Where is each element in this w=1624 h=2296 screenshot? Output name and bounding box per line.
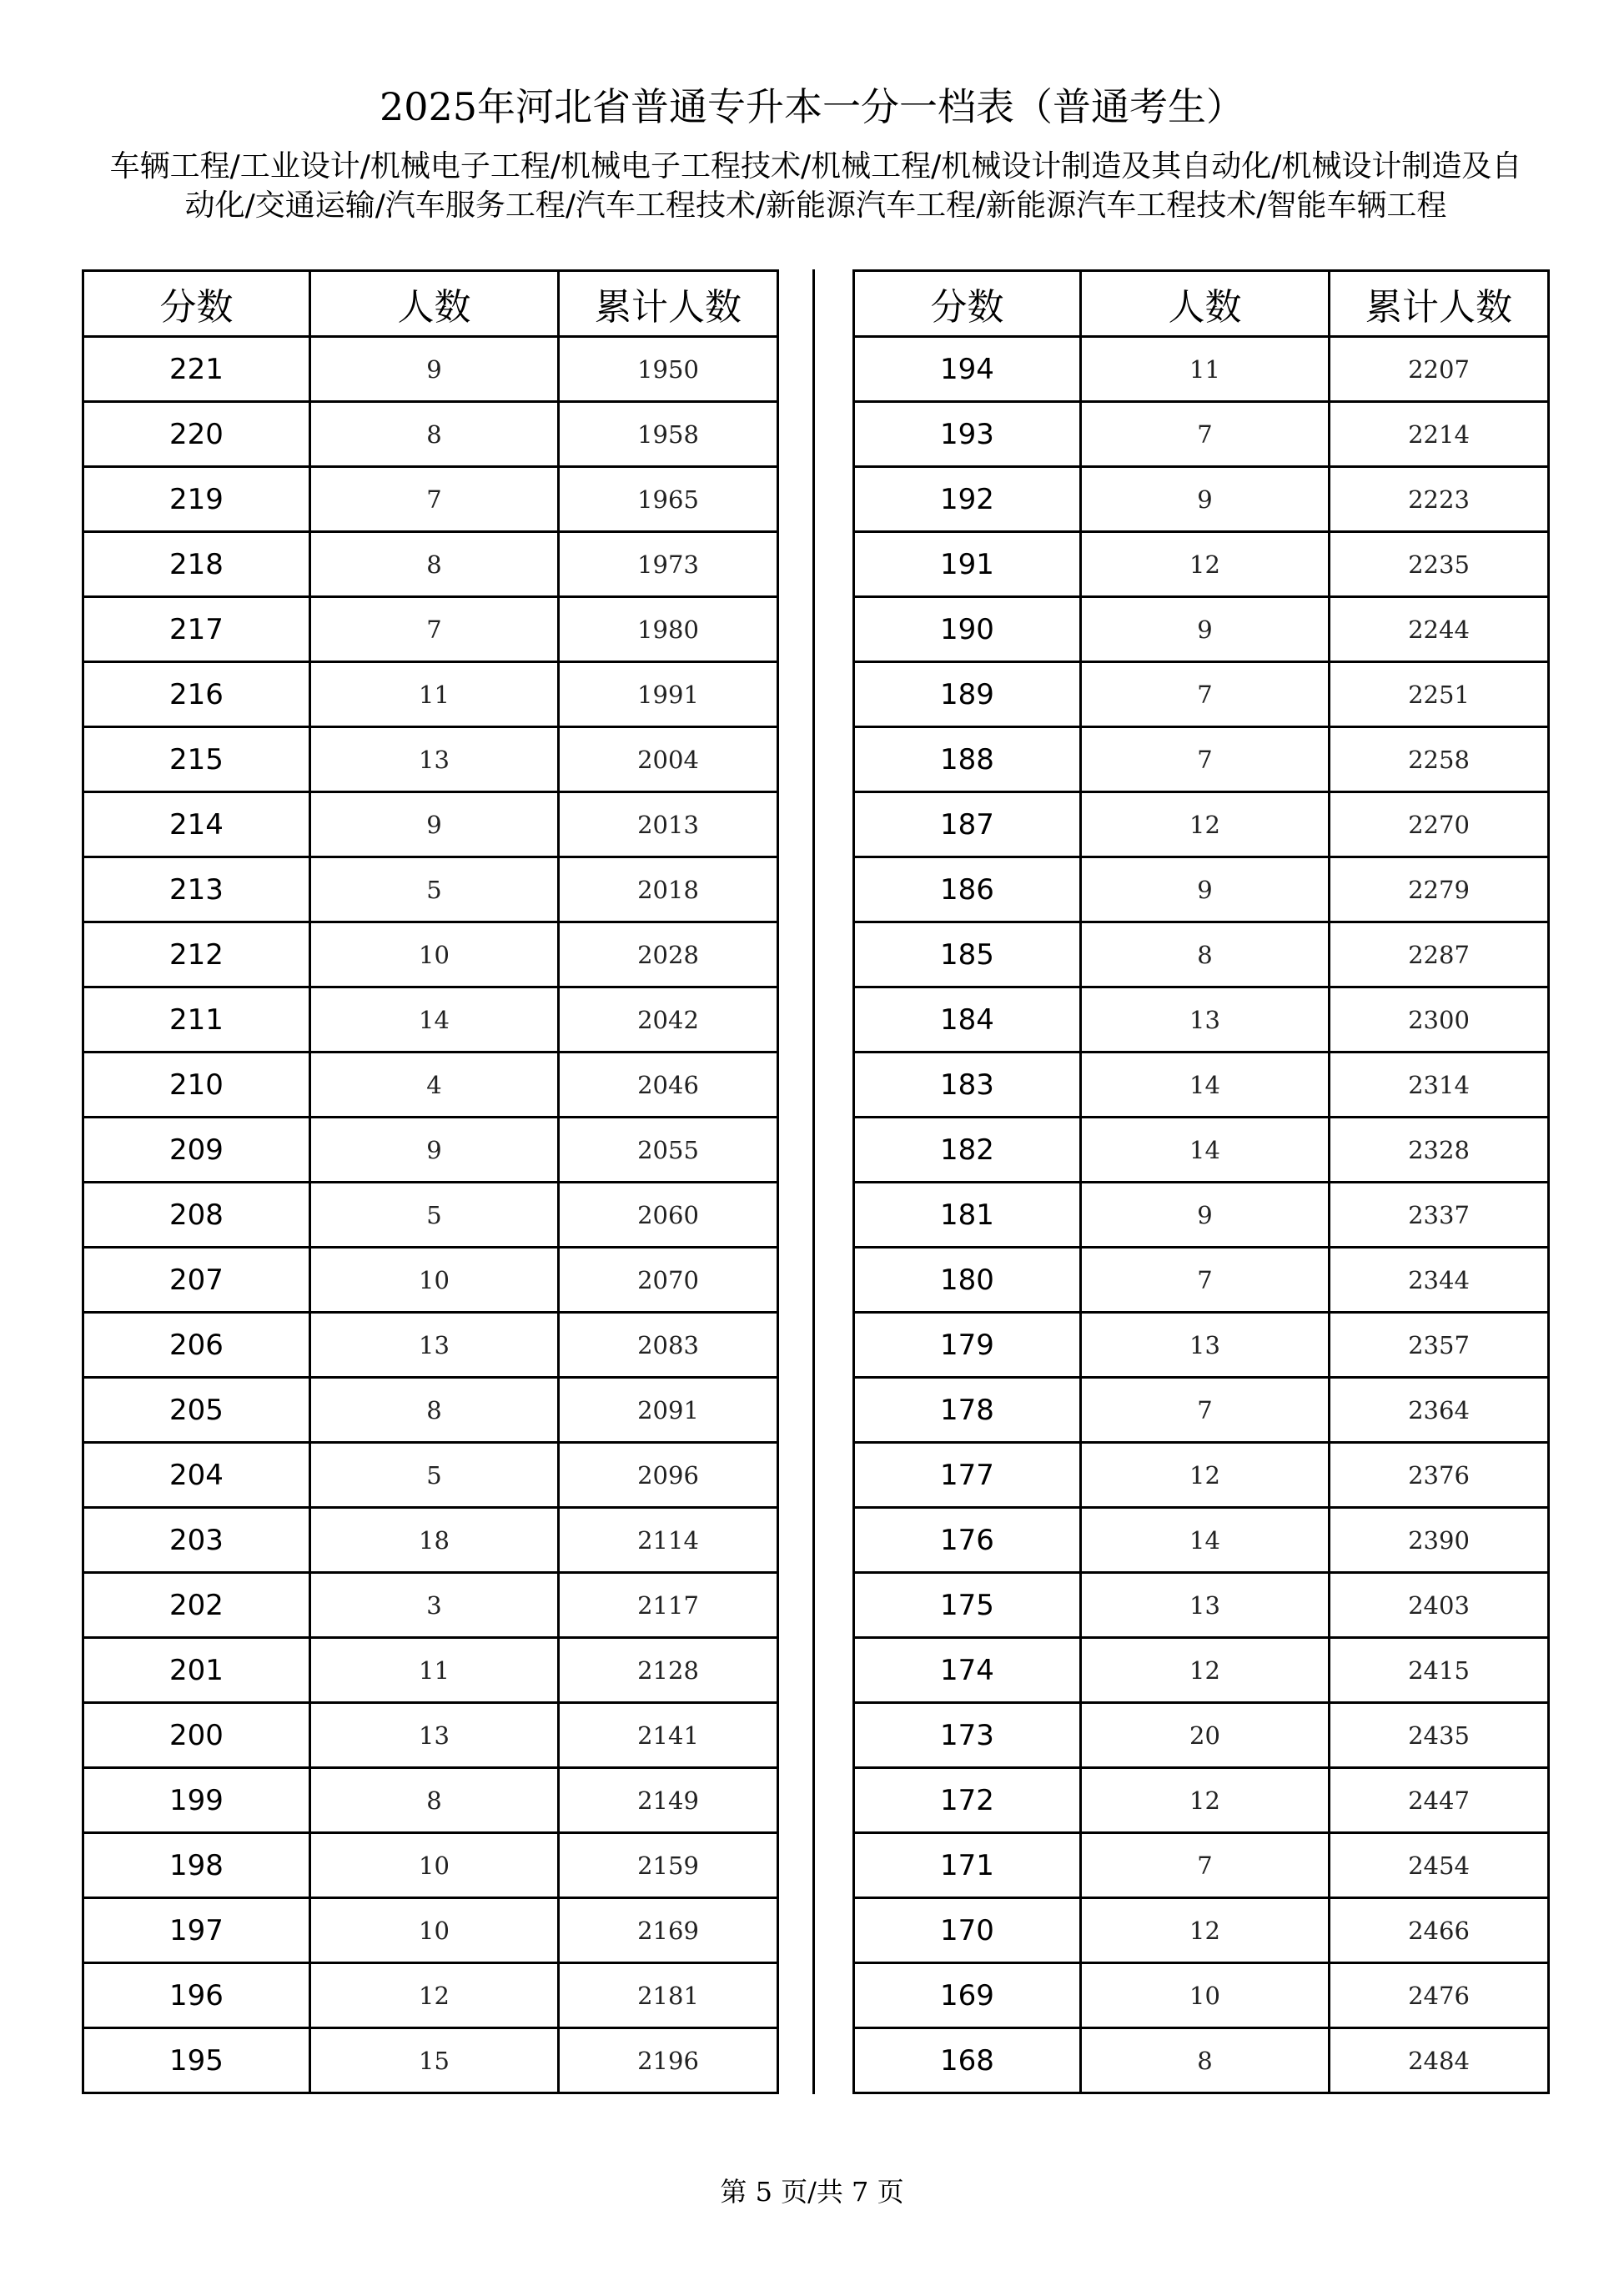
score-cell: 174: [854, 1638, 1081, 1703]
column-divider: [812, 269, 815, 2094]
count-cell: 9: [310, 337, 559, 402]
score-cell: 194: [854, 337, 1081, 402]
score-cell: 187: [854, 792, 1081, 857]
table-row: [83, 1768, 778, 1833]
header-cumulative: 累计人数: [1330, 271, 1549, 337]
score-cell: 173: [854, 1703, 1081, 1768]
count-cell: 10: [1081, 1963, 1330, 2028]
count-cell: 14: [310, 987, 559, 1053]
count-cell: 10: [310, 1898, 559, 1963]
score-cell: 199: [83, 1768, 310, 1833]
table-row: [83, 1248, 778, 1313]
score-cell: 206: [83, 1313, 310, 1378]
table-row: [854, 857, 1549, 922]
table-row: [854, 402, 1549, 467]
table-row: [83, 1703, 778, 1768]
count-cell: 12: [1081, 1898, 1330, 1963]
header-count: 人数: [310, 271, 559, 337]
table-row: [854, 662, 1549, 727]
count-cell: 7: [1081, 1833, 1330, 1898]
count-cell: 13: [310, 1703, 559, 1768]
table-row: [854, 1703, 1549, 1768]
header-count: 人数: [1081, 271, 1330, 337]
cumulative-cell: 2149: [559, 1768, 778, 1833]
table-row: [854, 1053, 1549, 1118]
table-row: [854, 1898, 1549, 1963]
score-cell: 178: [854, 1378, 1081, 1443]
table-row: [83, 1508, 778, 1573]
score-cell: 201: [83, 1638, 310, 1703]
table-row: [854, 1248, 1549, 1313]
table-row: [83, 1898, 778, 1963]
table-row: [854, 1833, 1549, 1898]
score-cell: 217: [83, 597, 310, 662]
table-row: [854, 1963, 1549, 2028]
cumulative-cell: 2251: [1330, 662, 1549, 727]
cumulative-cell: 2476: [1330, 1963, 1549, 2028]
count-cell: 9: [1081, 1183, 1330, 1248]
cumulative-cell: 2337: [1330, 1183, 1549, 1248]
count-cell: 20: [1081, 1703, 1330, 1768]
cumulative-cell: 2070: [559, 1248, 778, 1313]
table-row: [854, 597, 1549, 662]
score-cell: 186: [854, 857, 1081, 922]
cumulative-cell: 2390: [1330, 1508, 1549, 1573]
cumulative-cell: 2055: [559, 1118, 778, 1183]
score-table-left: [82, 269, 779, 2094]
cumulative-cell: 2258: [1330, 727, 1549, 792]
count-cell: 9: [1081, 467, 1330, 532]
count-cell: 7: [1081, 727, 1330, 792]
score-cell: 213: [83, 857, 310, 922]
count-cell: 8: [1081, 2028, 1330, 2093]
header-cumulative: 累计人数: [559, 271, 778, 337]
page-footer: 第 5 页/共 7 页: [720, 2176, 904, 2208]
score-cell: 205: [83, 1378, 310, 1443]
score-cell: 168: [854, 2028, 1081, 2093]
score-cell: 169: [854, 1963, 1081, 2028]
score-cell: 203: [83, 1508, 310, 1573]
count-cell: 5: [310, 1183, 559, 1248]
table-row: [854, 1638, 1549, 1703]
table-row: [83, 597, 778, 662]
score-cell: 189: [854, 662, 1081, 727]
score-cell: 207: [83, 1248, 310, 1313]
score-cell: 219: [83, 467, 310, 532]
score-cell: 183: [854, 1053, 1081, 1118]
cumulative-cell: 1973: [559, 532, 778, 597]
score-cell: 185: [854, 922, 1081, 987]
cumulative-cell: 2466: [1330, 1898, 1549, 1963]
table-row: [854, 467, 1549, 532]
table-row: [83, 1378, 778, 1443]
score-cell: 196: [83, 1963, 310, 2028]
table-row: [83, 1963, 778, 2028]
score-cell: 218: [83, 532, 310, 597]
count-cell: 5: [310, 857, 559, 922]
count-cell: 12: [1081, 1638, 1330, 1703]
table-row: [854, 987, 1549, 1053]
cumulative-cell: 2091: [559, 1378, 778, 1443]
count-cell: 9: [1081, 857, 1330, 922]
cumulative-cell: 2117: [559, 1573, 778, 1638]
score-cell: 220: [83, 402, 310, 467]
score-cell: 171: [854, 1833, 1081, 1898]
cumulative-cell: 2235: [1330, 532, 1549, 597]
score-cell: 204: [83, 1443, 310, 1508]
cumulative-cell: 2279: [1330, 857, 1549, 922]
score-cell: 211: [83, 987, 310, 1053]
count-cell: 8: [310, 532, 559, 597]
cumulative-cell: 2376: [1330, 1443, 1549, 1508]
table-row: [83, 532, 778, 597]
count-cell: 14: [1081, 1508, 1330, 1573]
score-cell: 175: [854, 1573, 1081, 1638]
cumulative-cell: 2060: [559, 1183, 778, 1248]
table-row: [854, 532, 1549, 597]
score-cell: 200: [83, 1703, 310, 1768]
count-cell: 12: [1081, 792, 1330, 857]
table-row: [854, 1313, 1549, 1378]
table-row: [83, 337, 778, 402]
table-row: [854, 1443, 1549, 1508]
count-cell: 7: [1081, 402, 1330, 467]
cumulative-cell: 2314: [1330, 1053, 1549, 1118]
count-cell: 9: [1081, 597, 1330, 662]
score-cell: 190: [854, 597, 1081, 662]
count-cell: 13: [1081, 1313, 1330, 1378]
table-row: [83, 1573, 778, 1638]
count-cell: 9: [310, 1118, 559, 1183]
score-cell: 195: [83, 2028, 310, 2093]
cumulative-cell: 2415: [1330, 1638, 1549, 1703]
count-cell: 7: [1081, 662, 1330, 727]
cumulative-cell: 2013: [559, 792, 778, 857]
table-row: [83, 727, 778, 792]
score-cell: 209: [83, 1118, 310, 1183]
count-cell: 7: [1081, 1378, 1330, 1443]
score-cell: 192: [854, 467, 1081, 532]
cumulative-cell: 1965: [559, 467, 778, 532]
score-cell: 180: [854, 1248, 1081, 1313]
score-cell: 184: [854, 987, 1081, 1053]
count-cell: 12: [1081, 1443, 1330, 1508]
score-cell: 208: [83, 1183, 310, 1248]
table-row: [83, 402, 778, 467]
score-cell: 172: [854, 1768, 1081, 1833]
table-row: [83, 1118, 778, 1183]
table-row: [83, 1443, 778, 1508]
cumulative-cell: 2214: [1330, 402, 1549, 467]
cumulative-cell: 2004: [559, 727, 778, 792]
count-cell: 12: [1081, 1768, 1330, 1833]
score-cell: 202: [83, 1573, 310, 1638]
cumulative-cell: 2159: [559, 1833, 778, 1898]
count-cell: 5: [310, 1443, 559, 1508]
count-cell: 7: [310, 467, 559, 532]
cumulative-cell: 1980: [559, 597, 778, 662]
score-cell: 170: [854, 1898, 1081, 1963]
cumulative-cell: 2300: [1330, 987, 1549, 1053]
count-cell: 8: [310, 1378, 559, 1443]
count-cell: 10: [310, 1833, 559, 1898]
page-title: 2025年河北省普通专升本一分一档表（普通考生）: [379, 84, 1245, 129]
table-row: [83, 987, 778, 1053]
score-cell: 191: [854, 532, 1081, 597]
cumulative-cell: 1958: [559, 402, 778, 467]
cumulative-cell: 2196: [559, 2028, 778, 2093]
table-row: [854, 1378, 1549, 1443]
cumulative-cell: 2018: [559, 857, 778, 922]
cumulative-cell: 2128: [559, 1638, 778, 1703]
table-row: [83, 2028, 778, 2093]
count-cell: 10: [310, 922, 559, 987]
table-row: [83, 792, 778, 857]
cumulative-cell: 2364: [1330, 1378, 1549, 1443]
table-row: [83, 1638, 778, 1703]
score-cell: 221: [83, 337, 310, 402]
count-cell: 13: [1081, 1573, 1330, 1638]
cumulative-cell: 2028: [559, 922, 778, 987]
cumulative-cell: 2454: [1330, 1833, 1549, 1898]
score-cell: 216: [83, 662, 310, 727]
cumulative-cell: 1950: [559, 337, 778, 402]
table-row: [854, 1508, 1549, 1573]
cumulative-cell: 2328: [1330, 1118, 1549, 1183]
score-table-right: [852, 269, 1550, 2094]
table-row: [854, 1768, 1549, 1833]
score-cell: 212: [83, 922, 310, 987]
count-cell: 7: [1081, 1248, 1330, 1313]
score-cell: 181: [854, 1183, 1081, 1248]
count-cell: 14: [1081, 1118, 1330, 1183]
score-cell: 198: [83, 1833, 310, 1898]
cumulative-cell: 2357: [1330, 1313, 1549, 1378]
count-cell: 13: [310, 1313, 559, 1378]
table-row: [83, 467, 778, 532]
table-row: [854, 727, 1549, 792]
table-row: [854, 1573, 1549, 1638]
score-cell: 197: [83, 1898, 310, 1963]
count-cell: 3: [310, 1573, 559, 1638]
count-cell: 7: [310, 597, 559, 662]
table-row: [83, 662, 778, 727]
score-cell: 210: [83, 1053, 310, 1118]
count-cell: 4: [310, 1053, 559, 1118]
cumulative-cell: 2403: [1330, 1573, 1549, 1638]
table-row: [83, 922, 778, 987]
cumulative-cell: 2169: [559, 1898, 778, 1963]
count-cell: 12: [1081, 532, 1330, 597]
count-cell: 8: [310, 1768, 559, 1833]
header-score: 分数: [854, 271, 1081, 337]
cumulative-cell: 2287: [1330, 922, 1549, 987]
table-row: [854, 2028, 1549, 2093]
count-cell: 13: [310, 727, 559, 792]
count-cell: 9: [310, 792, 559, 857]
table-header-row: [854, 271, 1549, 337]
cumulative-cell: 2046: [559, 1053, 778, 1118]
count-cell: 11: [1081, 337, 1330, 402]
table-row: [854, 1118, 1549, 1183]
cumulative-cell: 2114: [559, 1508, 778, 1573]
table-row: [83, 857, 778, 922]
table-row: [83, 1833, 778, 1898]
score-cell: 177: [854, 1443, 1081, 1508]
cumulative-cell: 2435: [1330, 1703, 1549, 1768]
score-cell: 182: [854, 1118, 1081, 1183]
count-cell: 8: [1081, 922, 1330, 987]
table-header-row: [83, 271, 778, 337]
count-cell: 12: [310, 1963, 559, 2028]
count-cell: 13: [1081, 987, 1330, 1053]
cumulative-cell: 2181: [559, 1963, 778, 2028]
cumulative-cell: 2270: [1330, 792, 1549, 857]
score-cell: 176: [854, 1508, 1081, 1573]
table-row: [854, 337, 1549, 402]
cumulative-cell: 2042: [559, 987, 778, 1053]
count-cell: 11: [310, 662, 559, 727]
table-row: [83, 1053, 778, 1118]
count-cell: 14: [1081, 1053, 1330, 1118]
count-cell: 18: [310, 1508, 559, 1573]
count-cell: 8: [310, 402, 559, 467]
score-cell: 188: [854, 727, 1081, 792]
table-row: [854, 792, 1549, 857]
table-row: [854, 922, 1549, 987]
cumulative-cell: 1991: [559, 662, 778, 727]
score-cell: 214: [83, 792, 310, 857]
major-list-subtitle: 车辆工程/工业设计/机械电子工程/机械电子工程技术/机械工程/机械设计制造及其自动化/机械设计制造及自动化/交通运输/汽车服务工程/汽车工程技术/新能源汽车工程/新能源汽车工程技术/智能车辆工程: [109, 149, 1522, 223]
header-score: 分数: [83, 271, 310, 337]
table-row: [854, 1183, 1549, 1248]
score-cell: 179: [854, 1313, 1081, 1378]
cumulative-cell: 2447: [1330, 1768, 1549, 1833]
score-cell: 193: [854, 402, 1081, 467]
cumulative-cell: 2207: [1330, 337, 1549, 402]
cumulative-cell: 2096: [559, 1443, 778, 1508]
cumulative-cell: 2484: [1330, 2028, 1549, 2093]
table-row: [83, 1183, 778, 1248]
count-cell: 15: [310, 2028, 559, 2093]
table-row: [83, 1313, 778, 1378]
count-cell: 11: [310, 1638, 559, 1703]
count-cell: 10: [310, 1248, 559, 1313]
cumulative-cell: 2141: [559, 1703, 778, 1768]
cumulative-cell: 2223: [1330, 467, 1549, 532]
cumulative-cell: 2344: [1330, 1248, 1549, 1313]
score-cell: 215: [83, 727, 310, 792]
cumulative-cell: 2244: [1330, 597, 1549, 662]
cumulative-cell: 2083: [559, 1313, 778, 1378]
